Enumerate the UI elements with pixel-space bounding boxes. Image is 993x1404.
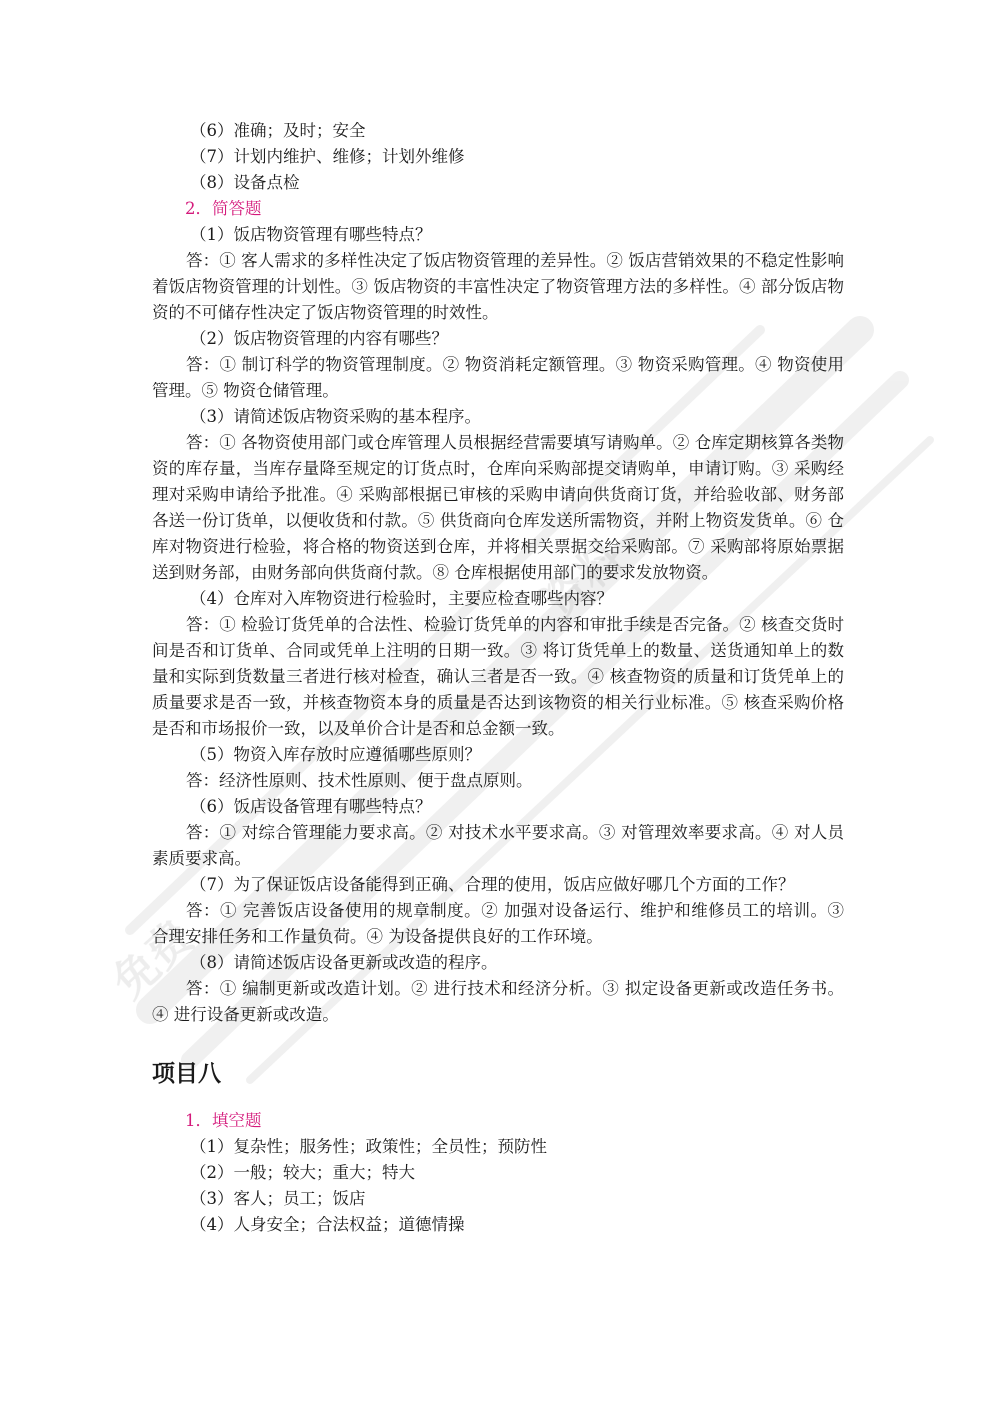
- answer: 答：① 对综合管理能力要求高。② 对技术水平要求高。③ 对管理效率要求高。④ 对人员素质要求高。: [152, 823, 844, 868]
- section-heading-fill-blank: 1．填空题: [185, 1111, 262, 1130]
- answer-item: （1）复杂性；服务性；政策性；全员性；预防性: [190, 1137, 547, 1156]
- answer: 答：① 完善饭店设备使用的规章制度。② 加强对设备运行、维护和维修员工的培训。③ 合理安排任务和工作量负荷。④ 为设备提供良好的工作环境。: [152, 901, 844, 946]
- answer-item: （7）计划内维护、维修；计划外维修: [190, 147, 465, 166]
- answer: 答：① 检验订货凭单的合法性、检验订货凭单的内容和审批手续是否完备。② 核查交货时间是否和订货单、合同或凭单上注明的日期一致。③ 将订货凭单上的数量、送货通知单上的数量和实际到货数量三者进行核对检查，确认三者是否一致。④ 核查物资的质量和订货凭单上的质量要求是否一致，并核查物资本身的质量是否达到该物资的相关行业标准。⑤ 核查采购价格是否和市场报价一致，以及单价合计是否和总金额一致。: [152, 615, 844, 738]
- section-heading-short-answer: 2．简答题: [185, 199, 262, 218]
- answer: 答：① 编制更新或改造计划。② 进行技术和经济分析。③ 拟定设备更新或改造任务书。④ 进行设备更新或改造。: [152, 979, 844, 1024]
- answer-item: （4）人身安全；合法权益；道德情操: [190, 1215, 465, 1234]
- answer: 答：① 各物资使用部门或仓库管理人员根据经营需要填写请购单。② 仓库定期核算各类物资的库存量，当库存量降至规定的订货点时，仓库向采购部提交请购单，申请订购。③ 采购经理对采购申请给予批准。④ 采购部根据已审核的采购申请向供货商订货，并给验收部、财务部各送一份订货单，以便收货和付款。⑤ 供货商向仓库发送所需物资，并附上物资发货单。⑥ 仓库对物资进行检验，将合格的物资送到仓库，并将相关票据交给采购部。⑦ 采购部将原始票据送到财务部，由财务部向供货商付款。⑧ 仓库根据使用部门的要求发放物资。: [152, 433, 844, 582]
- answer-item: （8）设备点检: [190, 173, 300, 192]
- document-body: [152, 118, 844, 1238]
- question: （2）饭店物资管理的内容有哪些？: [190, 329, 448, 348]
- answer: 答：经济性原则、技术性原则、便于盘点原则。: [186, 771, 533, 790]
- answer: 答：① 客人需求的多样性决定了饭店物资管理的差异性。② 饭店营销效果的不稳定性影响着饭店物资管理的计划性。③ 饭店物资的丰富性决定了物资管理方法的多样性。④ 部分饭店物资的不可储存性决定了饭店物资管理的时效性。: [152, 251, 844, 322]
- question: （8）请简述饭店设备更新或改造的程序。: [190, 953, 498, 972]
- answer: 答：① 制订科学的物资管理制度。② 物资消耗定额管理。③ 物资采购管理。④ 物资使用管理。⑤ 物资仓储管理。: [152, 355, 844, 400]
- answer-item: （6）准确；及时；安全: [190, 121, 366, 140]
- project-title: 项目八: [152, 1061, 221, 1087]
- question: （1）饭店物资管理有哪些特点？: [190, 225, 432, 244]
- question: （3）请简述饭店物资采购的基本程序。: [190, 407, 481, 426]
- watermark-text-left: 免费: [103, 911, 203, 1009]
- question: （5）物资入库存放时应遵循哪些原则？: [190, 745, 481, 764]
- question: （6）饭店设备管理有哪些特点？: [190, 797, 432, 816]
- answer-item: （2）一般；较大；重大；特大: [190, 1163, 415, 1182]
- watermark-text-right: 资料: [533, 531, 633, 629]
- answer-item: （3）客人；员工；饭店: [190, 1189, 366, 1208]
- question: （4）仓库对入库物资进行检验时，主要应检查哪些内容？: [190, 589, 613, 608]
- question: （7）为了保证饭店设备能得到正确、合理的使用，饭店应做好哪几个方面的工作？: [190, 875, 795, 894]
